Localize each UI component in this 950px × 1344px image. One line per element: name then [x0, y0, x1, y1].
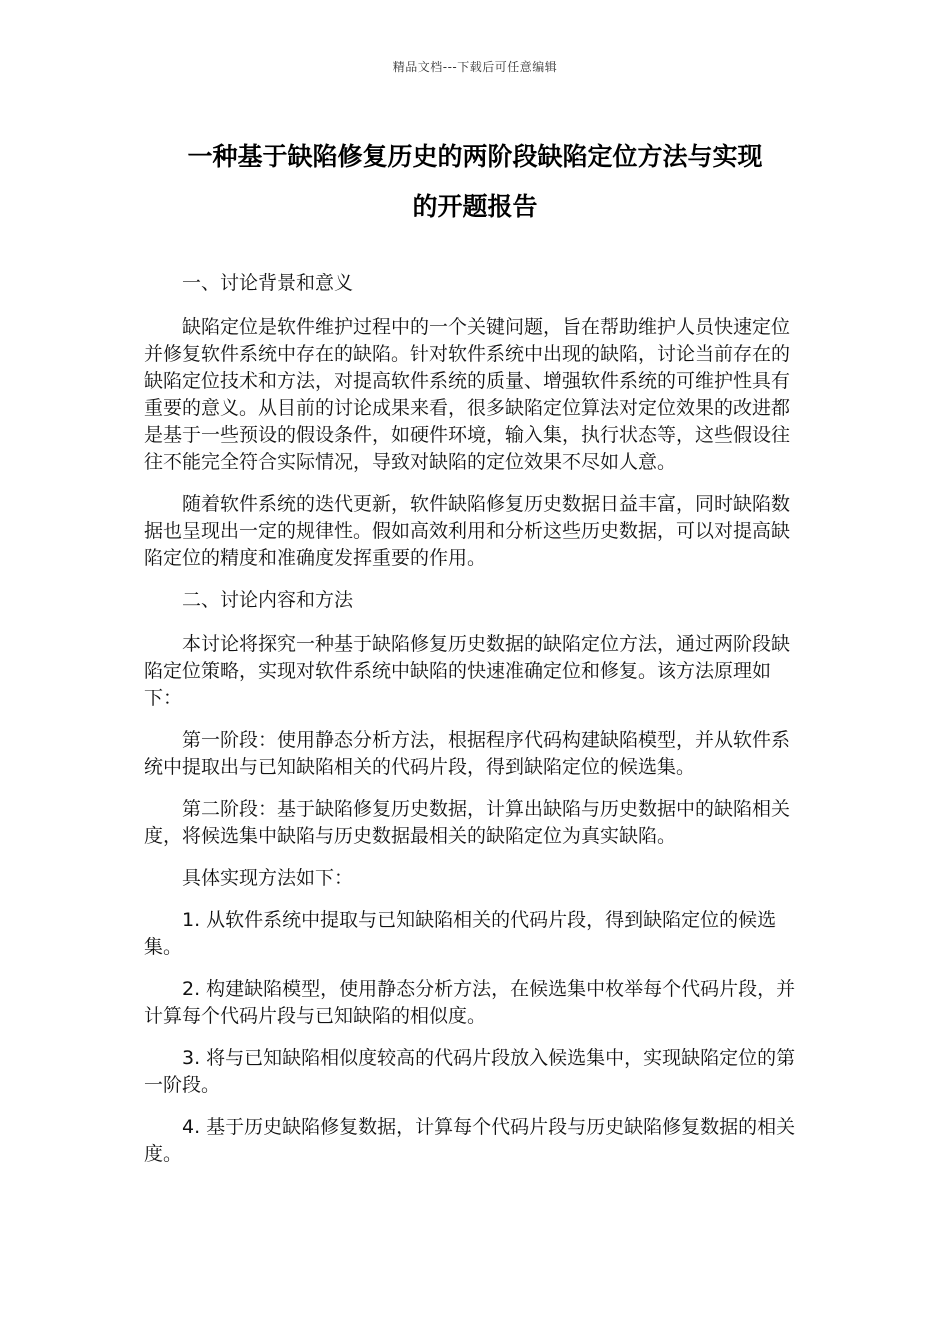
paragraph-background-1: 缺陷定位是软件维护过程中的一个关键问题，旨在帮助维护人员快速定位并修复软件系统中存在的缺陷。针对软件系统中出现的缺陷，讨论当前存在的缺陷定位技术和方法，对提高软件系统的质量、增强软件系统的可维护性具有重要的意义。从目前的讨论成果来看，很多缺陷定位算法对定位效果的改进都是基于一些预设的假设条件，如硬件环境，输入集，执行状态等，这些假设往往不能完全符合实际情况，导致对缺陷的定位效果不尽如人意。 — [144, 316, 791, 473]
paragraph-method-intro: 本讨论将探究一种基于缺陷修复历史数据的缺陷定位方法，通过两阶段缺陷定位策略，实现对软件系统中缺陷的快速准确定位和修复。该方法原理如下： — [144, 633, 791, 709]
paragraph-stage-one: 第一阶段：使用静态分析方法，根据程序代码构建缺陷模型，并从软件系统中提取出与已知缺陷相关的代码片段，得到缺陷定位的候选集。 — [144, 729, 791, 778]
section-heading-content-method: 二、讨论内容和方法 — [182, 589, 354, 611]
paragraph-background-2: 随着软件系统的迭代更新，软件缺陷修复历史数据日益丰富，同时缺陷数据也呈现出一定的规律性。假如高效利用和分析这些历史数据，可以对提高缺陷定位的精度和准确度发挥重要的作用。 — [144, 493, 791, 569]
document-title — [140, 132, 810, 232]
paragraph-implementation-intro: 具体实现方法如下： — [182, 867, 354, 889]
page-header: 精品文档---下载后可任意编辑 — [392, 60, 558, 74]
paragraph-stage-two: 第二阶段：基于缺陷修复历史数据，计算出缺陷与历史数据中的缺陷相关度，将候选集中缺陷与历史数据最相关的缺陷定位为真实缺陷。 — [144, 798, 791, 847]
list-item-step-3: 3. 将与已知缺陷相似度较高的代码片段放入候选集中，实现缺陷定位的第一阶段。 — [144, 1047, 796, 1096]
list-item-step-2: 2. 构建缺陷模型，使用静态分析方法，在候选集中枚举每个代码片段，并计算每个代码片段与已知缺陷的相似度。 — [144, 978, 796, 1027]
section-heading-background: 一、讨论背景和意义 — [182, 272, 354, 294]
title-line-1: 一种基于缺陷修复历史的两阶段缺陷定位方法与实现 — [187, 142, 763, 171]
document-body — [144, 270, 806, 1183]
list-item-step-1: 1. 从软件系统中提取与已知缺陷相关的代码片段，得到缺陷定位的候选集。 — [144, 909, 777, 958]
title-line-2: 的开题报告 — [412, 192, 538, 221]
list-item-step-4: 4. 基于历史缺陷修复数据，计算每个代码片段与历史缺陷修复数据的相关度。 — [144, 1116, 796, 1165]
